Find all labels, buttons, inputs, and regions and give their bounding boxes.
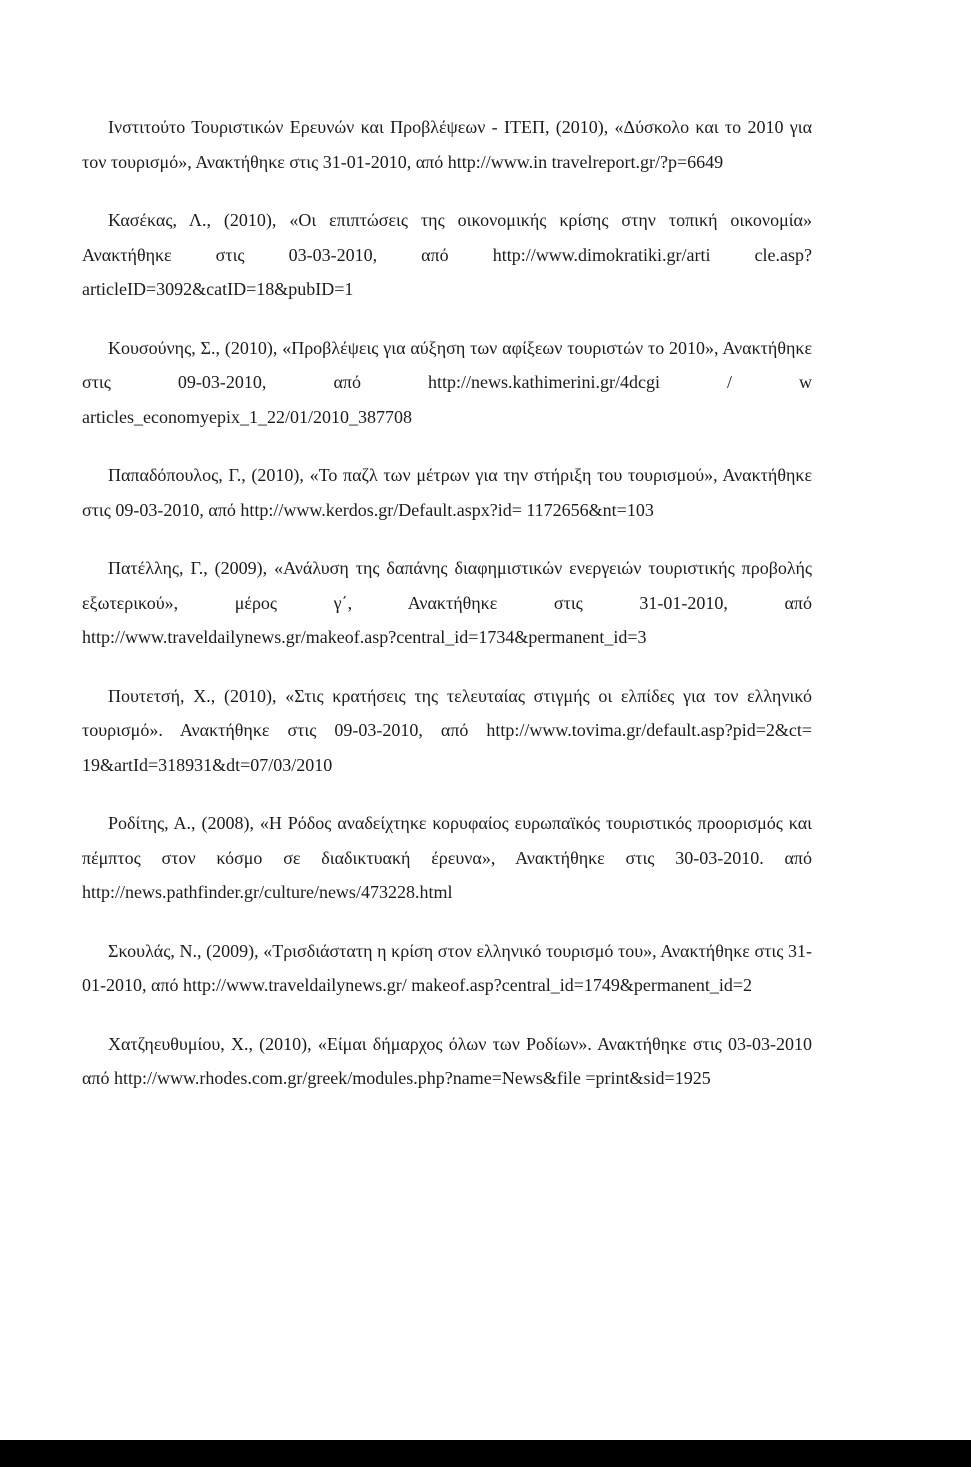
reference-entry: Παπαδόπουλος, Γ., (2010), «Το παζλ των μέτρων για την στήριξη του τουρισμού», Ανακτήθηκε στις 09-03-2010, από http://www.kerdos.gr/Default.aspx?id= 1172656&nt=103 (82, 465, 812, 520)
reference-entry: Ροδίτης, Α., (2008), «Η Ρόδος αναδείχτηκε κορυφαίος ευρωπαϊκός τουριστικός προορισμός και πέμπτος στον κόσμο σε διαδικτυακή έρευνα», Ανακτήθηκε στις 30-03-2010. από http://news.pathfinder.gr/culture/news/473228.html (82, 813, 812, 902)
reference-entry: Ινστιτούτο Τουριστικών Ερευνών και Προβλέψεων - ΙΤΕΠ, (2010), «Δύσκολο και το 2010 για τον τουρισμό», Ανακτήθηκε στις 31-01-2010, από http://www.in travelreport.gr/?p=6649 (82, 117, 812, 172)
reference-entry: Πουτετσή, Χ., (2010), «Στις κρατήσεις της τελευταίας στιγμής οι ελπίδες για τον ελληνικό τουρισμό». Ανακτήθηκε στις 09-03-2010, από http://www.tovima.gr/default.asp?pid=2&ct= 19&artId=318931&dt=07/03/2010 (82, 685, 812, 775)
reference-list (82, 110, 812, 1120)
reference-entry: Πατέλλης, Γ., (2009), «Ανάλυση της δαπάνης διαφημιστικών ενεργειών τουριστικής προβολής εξωτερικού», μέρος γ΄, Ανακτήθηκε στις 31-01-2010, από http://www.traveldailynews.gr/makeof.asp?central_id=1734&permanent_id=3 (82, 558, 812, 647)
reference-entry: Σκουλάς, Ν., (2009), «Τρισδιάστατη η κρίση στον ελληνικό τουρισμό του», Ανακτήθηκε στις 31-01-2010, από http://www.traveldailynews.gr/ makeof.asp?central_id=1749&permanent_id=2 (82, 940, 812, 995)
reference-entry: Χατζηευθυμίου, Χ., (2010), «Είμαι δήμαρχος όλων των Ροδίων». Ανακτήθηκε στις 03-03-2010 από http://www.rhodes.com.gr/greek/modules.php?name=News&file =print&sid=1925 (82, 1033, 812, 1088)
reference-entry: Κασέκας, Λ., (2010), «Οι επιπτώσεις της οικονομικής κρίσης στην τοπική οικονομία» Ανακτήθηκε στις 03-03-2010, από http://www.dimokratiki.gr/arti cle.asp?articleID=3092&catID=18&pubID=1 (82, 210, 812, 299)
reference-entry: Κουσούνης, Σ., (2010), «Προβλέψεις για αύξηση των αφίξεων τουριστών το 2010», Ανακτήθηκε στις 09-03-2010, από http://news.kathimerini.gr/4dcgi / w articles_economyepix_1_22/01/2010_387708 (82, 337, 812, 427)
